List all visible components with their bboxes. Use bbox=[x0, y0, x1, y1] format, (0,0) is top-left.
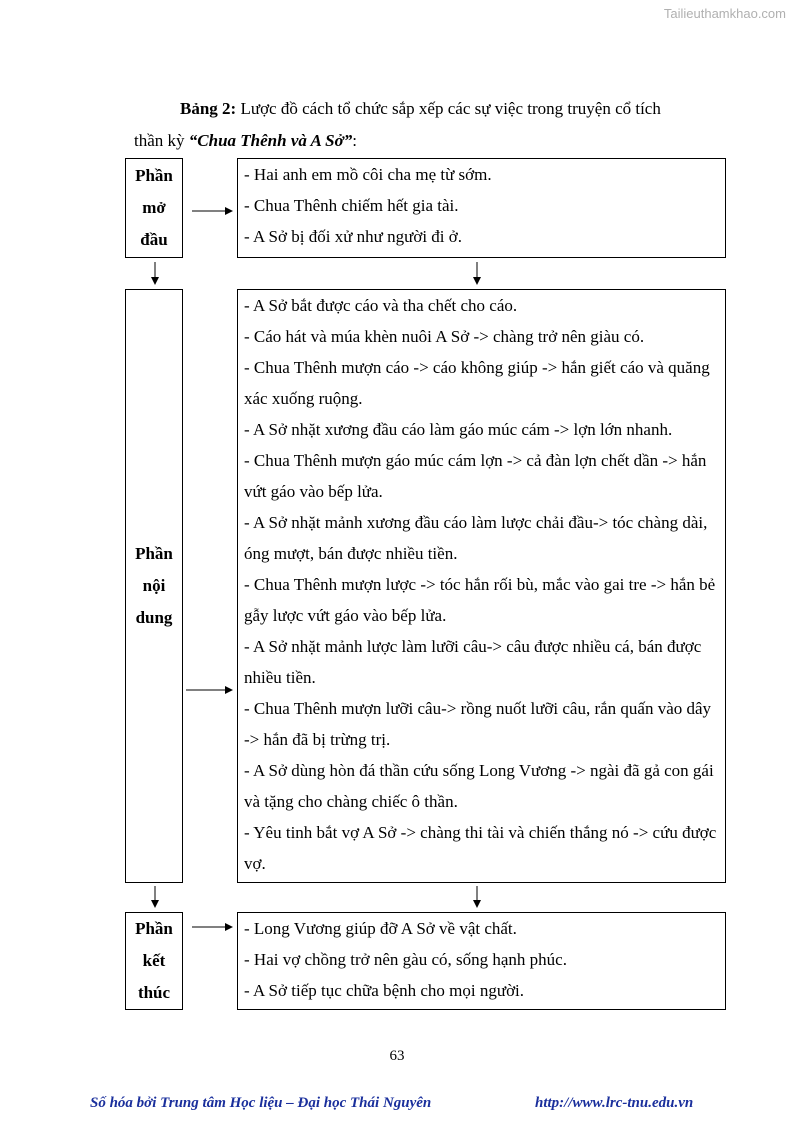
label-line: mở bbox=[142, 198, 166, 217]
list-item: - Long Vương giúp đỡ A Sở về vật chất. bbox=[244, 919, 517, 938]
label-line: nội bbox=[142, 576, 166, 595]
list-item: - A Sở bắt được cáo và tha chết cho cáo. bbox=[244, 296, 518, 315]
story-title: “Chua Thênh và A Sở” bbox=[188, 131, 353, 150]
list-item: - A Sở bị đối xử như người đi ở. bbox=[244, 227, 463, 246]
label-line: thúc bbox=[137, 983, 171, 1002]
list-item: - Cáo hát và múa khèn nuôi A Sở -> chàng trở nên giàu có. bbox=[244, 327, 645, 346]
label-line: Phần bbox=[135, 544, 173, 563]
list-item: - A Sở nhặt mảnh lược làm lưỡi câu-> câu được nhiều cá, bán được nhiều tiền. bbox=[244, 637, 702, 687]
watermark: Tailieuthamkhao.com bbox=[663, 6, 786, 21]
list-item: - Chua Thênh chiếm hết gia tài. bbox=[244, 196, 459, 215]
label-line: kết bbox=[142, 951, 166, 970]
footer-source: Số hóa bởi Trung tâm Học liệu – Đại học Thái Nguyên bbox=[90, 1095, 432, 1111]
list-item: - A Sở dùng hòn đá thần cứu sống Long Vương -> ngài đã gả con gái và tặng cho chàng chiếc ô thần. bbox=[244, 761, 714, 811]
page-number: 63 bbox=[389, 1048, 405, 1064]
list-item: - A Sở nhặt xương đầu cáo làm gáo múc cám -> lợn lớn nhanh. bbox=[244, 420, 673, 439]
list-item: - Chua Thênh mượn gáo múc cám lợn -> cả đàn lợn chết dần -> hắn vứt gáo vào bếp lửa. bbox=[244, 451, 707, 501]
list-item: - Hai anh em mồ côi cha mẹ từ sớm. bbox=[244, 165, 492, 184]
list-item: - Chua Thênh mượn lưỡi câu-> rồng nuốt lưỡi câu, rắn quấn vào dây -> hắn đã bị trừng trị. bbox=[244, 699, 712, 749]
label-line: đầu bbox=[140, 230, 168, 249]
caption-label: Bảng 2: bbox=[180, 99, 237, 118]
label-line: dung bbox=[135, 608, 173, 627]
label-line: Phần bbox=[135, 166, 173, 185]
footer-link[interactable]: http://www.lrc-tnu.edu.vn bbox=[535, 1095, 694, 1111]
list-item: - A Sở nhặt mảnh xương đầu cáo làm lược chải đầu-> tóc chàng dài, óng mượt, bán được nhiều tiền. bbox=[244, 513, 708, 563]
list-item: - Chua Thênh mượn lược -> tóc hắn rối bù, mắc vào gai tre -> hắn bẻ gẫy lược vứt gáo vào bếp lửa. bbox=[244, 575, 716, 625]
list-item: - A Sở tiếp tục chữa bệnh cho mọi người. bbox=[244, 981, 525, 1000]
caption-text: Lược đồ cách tổ chức sắp xếp các sự việc trong truyện cổ tích bbox=[236, 99, 661, 118]
label-line: Phần bbox=[135, 919, 173, 938]
list-item: - Yêu tinh bắt vợ A Sở -> chàng thi tài và chiến thắng nó -> cứu được vợ. bbox=[244, 823, 717, 873]
list-item: - Hai vợ chồng trở nên gàu có, sống hạnh phúc. bbox=[244, 950, 567, 969]
caption-prefix: thần kỳ bbox=[134, 131, 189, 150]
caption-suffix: : bbox=[352, 131, 357, 150]
list-item: - Chua Thênh mượn cáo -> cáo không giúp -> hắn giết cáo và quăng xác xuống ruộng. bbox=[244, 358, 710, 408]
